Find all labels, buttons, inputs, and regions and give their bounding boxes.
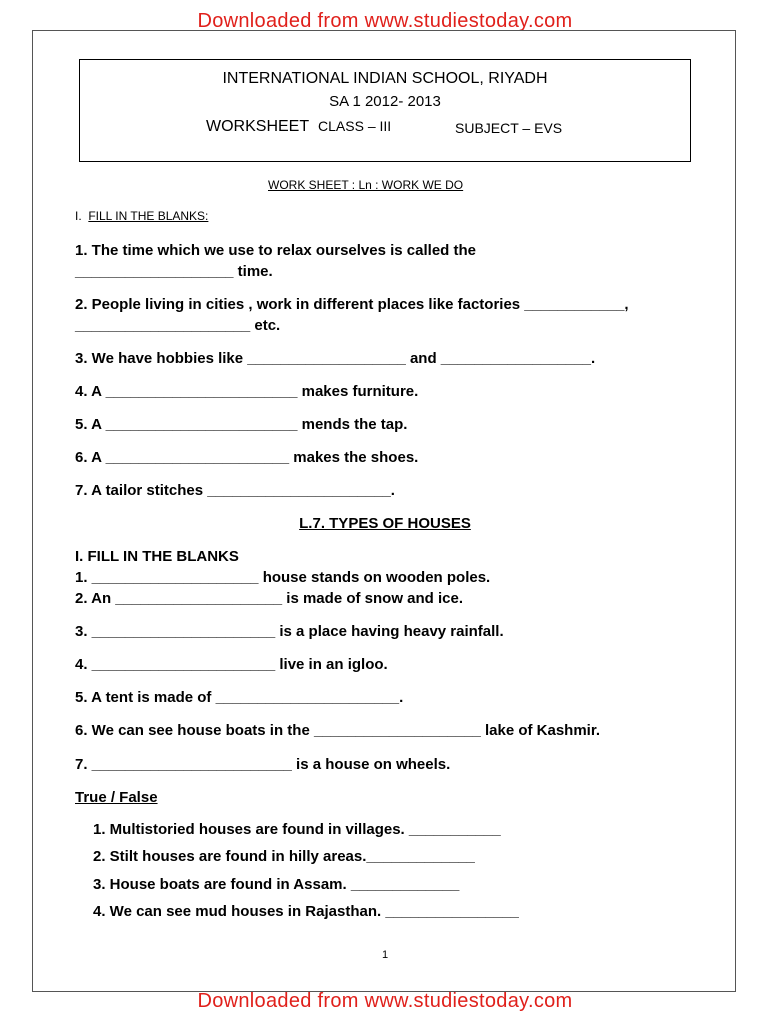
class-label: CLASS – III bbox=[318, 118, 392, 134]
section1-title: WORK SHEET : Ln : WORK WE DO bbox=[268, 178, 464, 192]
s3-item-4: 4. We can see mud houses in Rajasthan. ________________ bbox=[93, 903, 519, 920]
s1-line-6: 4. A _______________________ makes furniture. bbox=[75, 383, 419, 400]
s2-line-1: 1. ____________________ house stands on wooden poles. bbox=[75, 569, 491, 586]
s3-item-2: 2. Stilt houses are found in hilly areas._____________ bbox=[93, 848, 475, 865]
header-box bbox=[79, 59, 691, 162]
watermark-top: Downloaded from www.studiestoday.com bbox=[197, 10, 573, 32]
session-label: SA 1 2012- 2013 bbox=[329, 93, 441, 110]
s1-line-5: 3. We have hobbies like ___________________ and __________________. bbox=[75, 350, 596, 367]
page-number: 1 bbox=[381, 949, 389, 961]
subject-label: SUBJECT – EVS bbox=[455, 120, 563, 136]
section2-heading: I. FILL IN THE BLANKS bbox=[75, 548, 239, 565]
s2-line-4: 4. ______________________ live in an igloo. bbox=[75, 656, 388, 673]
s3-item-3: 3. House boats are found in Assam. _____________ bbox=[93, 876, 460, 893]
section3-title: True / False bbox=[75, 789, 158, 806]
s1-line-4: _____________________ etc. bbox=[75, 317, 281, 334]
s1-line-2: ___________________ time. bbox=[75, 263, 273, 280]
s2-line-6: 6. We can see house boats in the ____________________ lake of Kashmir. bbox=[75, 722, 601, 739]
s1-line-9: 7. A tailor stitches ______________________. bbox=[75, 482, 395, 499]
section1-heading-text: FILL IN THE BLANKS: bbox=[88, 209, 209, 223]
s1-line-8: 6. A ______________________ makes the shoes. bbox=[75, 449, 419, 466]
section1-heading bbox=[75, 209, 208, 223]
s2-line-7: 7. ________________________ is a house on wheels. bbox=[75, 756, 451, 773]
s1-line-3: 2. People living in cities , work in different places like factories ____________, bbox=[75, 296, 629, 313]
section2-title: L.7. TYPES OF HOUSES bbox=[299, 515, 471, 532]
s2-line-3: 3. ______________________ is a place having heavy rainfall. bbox=[75, 623, 504, 640]
s1-line-7: 5. A _______________________ mends the tap. bbox=[75, 416, 408, 433]
s2-line-5: 5. A tent is made of ______________________. bbox=[75, 689, 404, 706]
section1-heading-num: I. bbox=[75, 209, 82, 223]
worksheet-label: WORKSHEET bbox=[206, 118, 310, 135]
school-name: INTERNATIONAL INDIAN SCHOOL, RIYADH bbox=[222, 70, 548, 87]
s1-line-1: 1. The time which we use to relax ourselves is called the bbox=[75, 242, 476, 259]
worksheet-class bbox=[206, 118, 391, 136]
s3-item-1: 1. Multistoried houses are found in villages. ___________ bbox=[93, 821, 501, 838]
watermark-bottom: Downloaded from www.studiestoday.com bbox=[197, 990, 573, 1012]
s2-line-2: 2. An ____________________ is made of snow and ice. bbox=[75, 590, 464, 607]
